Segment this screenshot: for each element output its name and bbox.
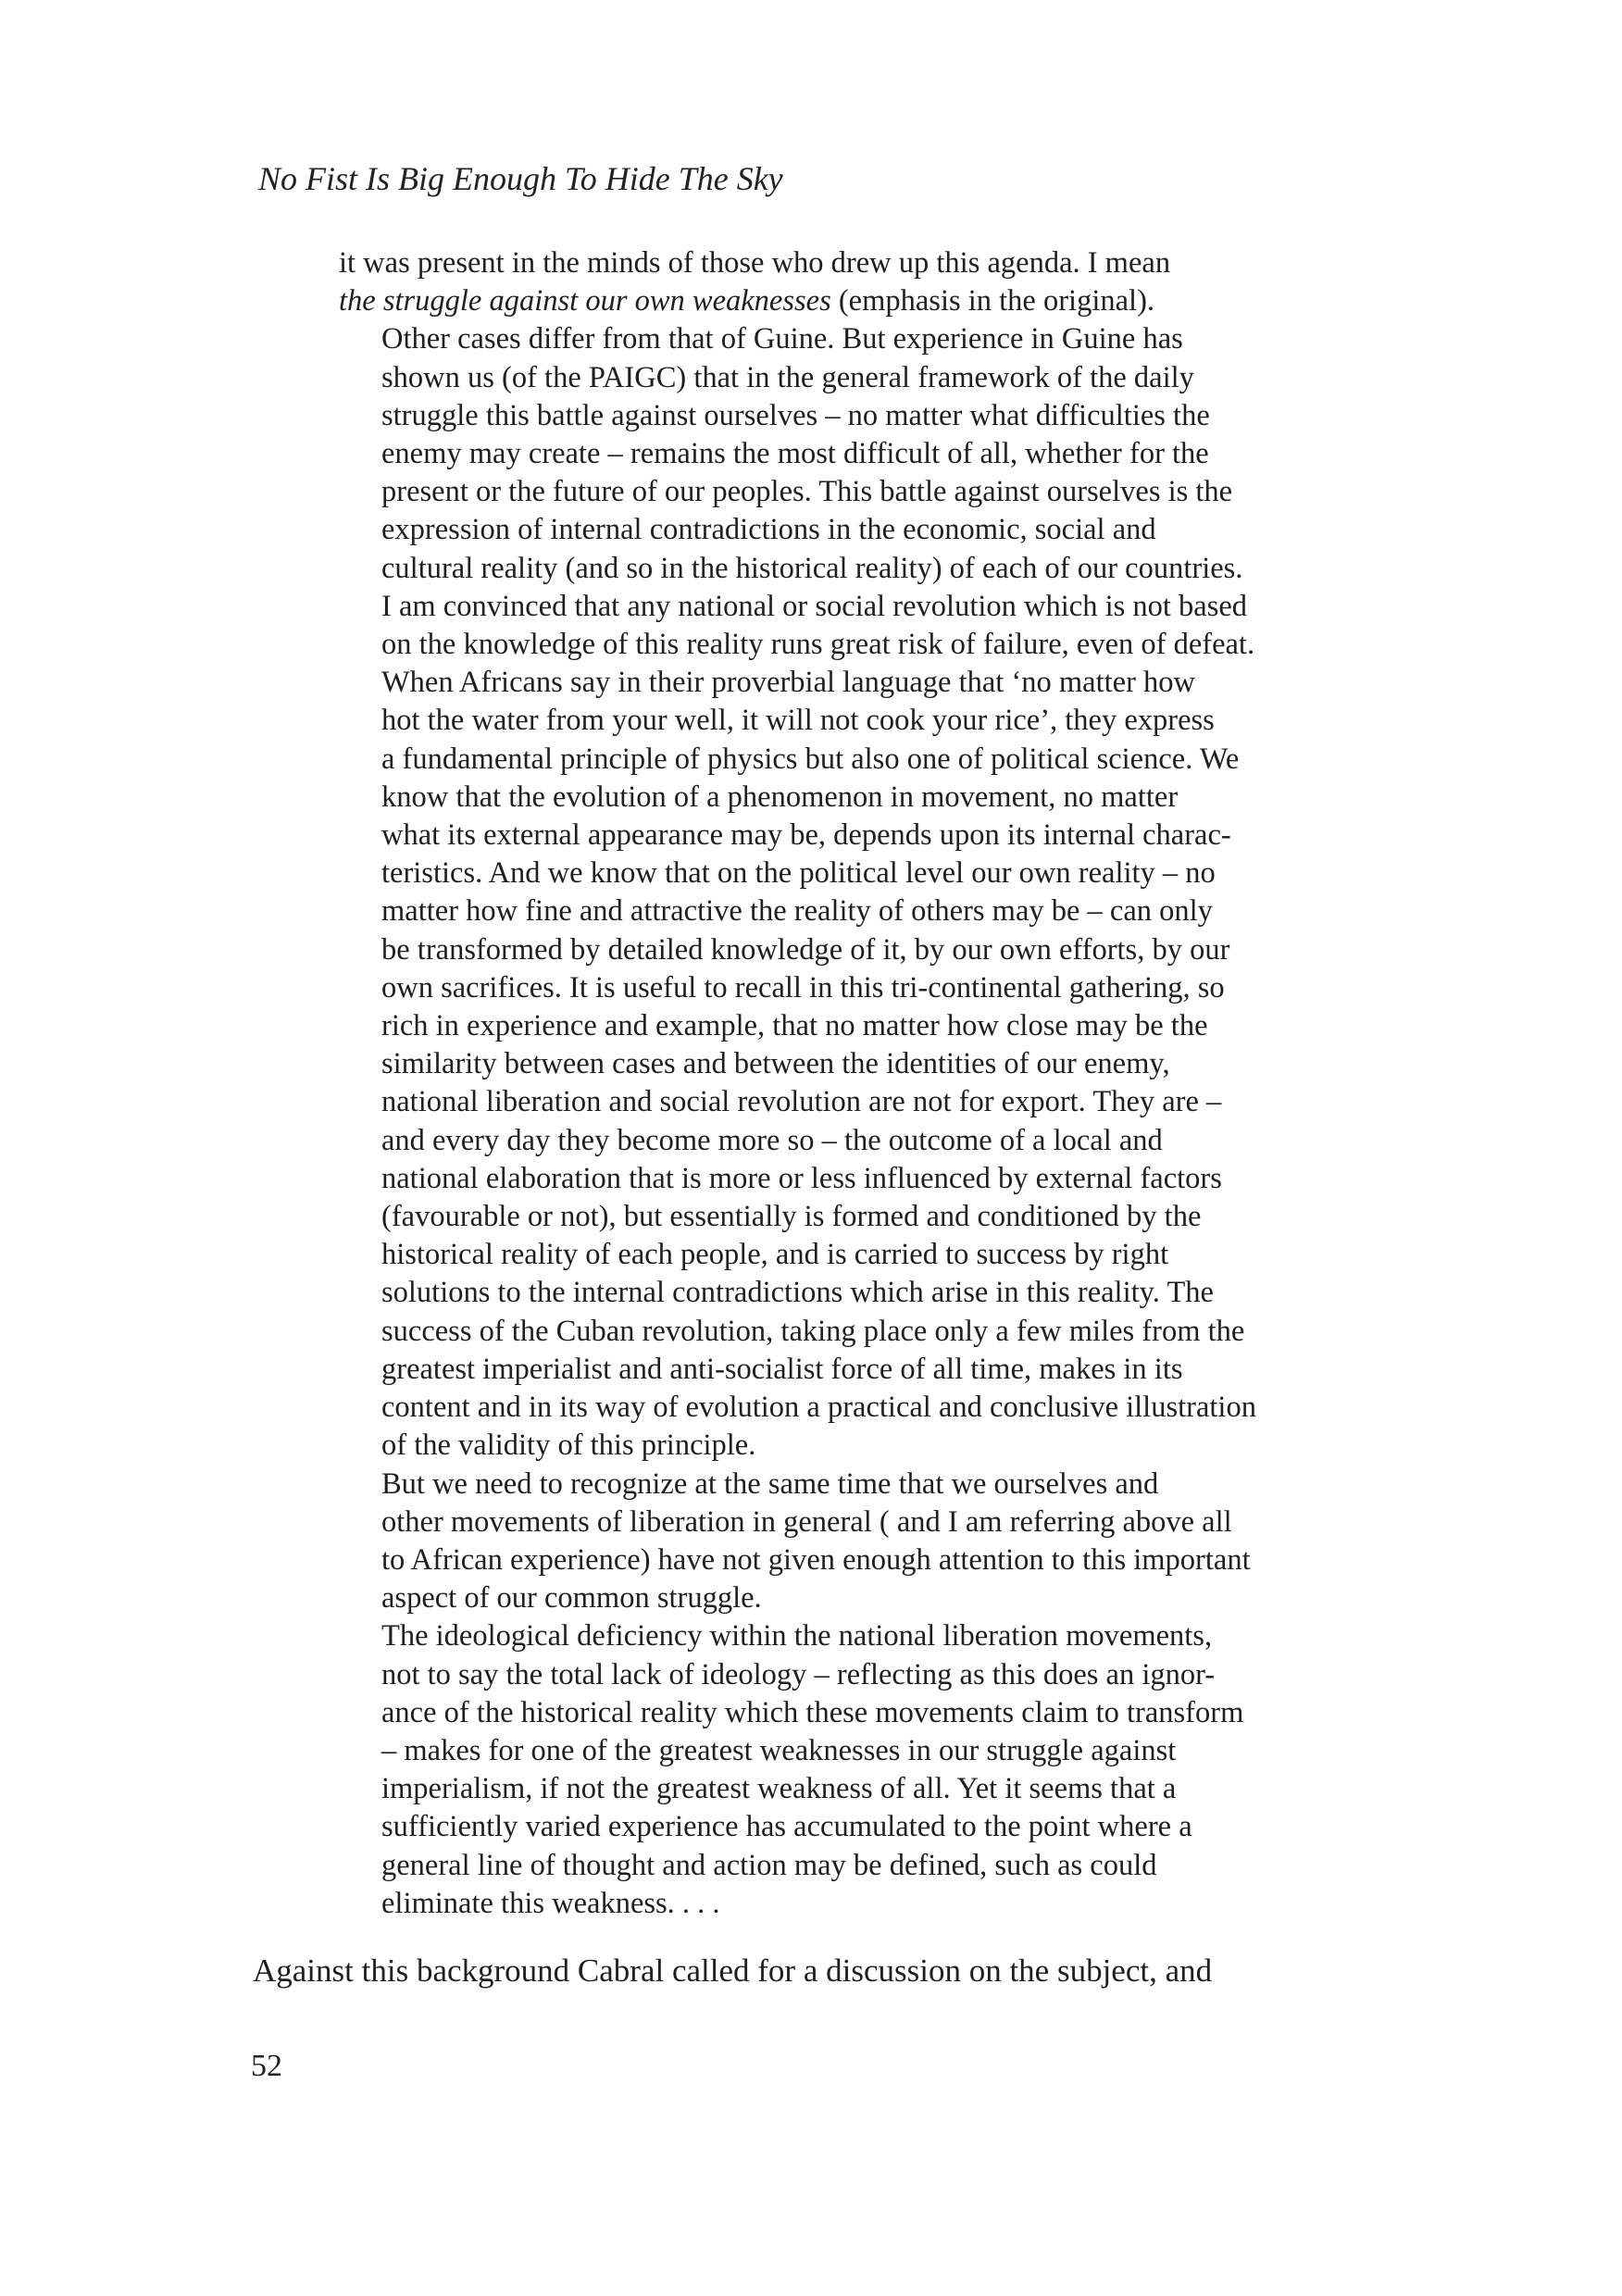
text-line <box>339 1617 1385 1655</box>
text-line <box>339 1466 1385 1504</box>
line-text: and every day they become more so – the outcome of a local and <box>381 1123 1163 1157</box>
line-text: sufficiently varied experience has accumulated to the point where a <box>381 1810 1192 1844</box>
text-line <box>339 1313 1385 1351</box>
text-line <box>339 1885 1385 1923</box>
line-text: cultural reality (and so in the historical reality) of each of our countries. <box>381 551 1243 585</box>
line-text: general line of thought and action may be defined, such as could <box>381 1848 1157 1882</box>
text-line <box>339 779 1385 817</box>
line-text: on the knowledge of this reality runs great risk of failure, even of defeat. <box>381 628 1255 662</box>
text-line <box>339 435 1385 473</box>
line-text: aspect of our common struggle. <box>381 1581 762 1616</box>
quote-paragraph <box>339 320 1385 664</box>
line-text: own sacrifices. It is useful to recall in this tri-continental gathering, so <box>381 970 1225 1004</box>
text-line <box>339 1389 1385 1427</box>
line-text: struggle this battle against ourselves – no matter what difficulties the <box>381 398 1210 432</box>
line-text: a fundamental principle of physics but also one of political science. We <box>381 742 1240 776</box>
block-quote <box>339 244 1385 1923</box>
text-line <box>339 1656 1385 1694</box>
line-text: national elaboration that is more or less influenced by external factors <box>381 1161 1222 1195</box>
body-paragraph: Against this background Cabral called for a discussion on the subject, and <box>253 1952 1213 1989</box>
line-text: When Africans say in their proverbial language that ‘no matter how <box>381 666 1196 700</box>
text-line <box>339 1770 1385 1808</box>
running-head: No Fist Is Big Enough To Hide The Sky <box>258 160 783 197</box>
line-text: expression of internal contradictions in the economic, social and <box>381 513 1156 547</box>
text-line <box>339 588 1385 626</box>
line-text: historical reality of each people, and is carried to success by right <box>381 1238 1169 1272</box>
page-number: 52 <box>251 2048 282 2083</box>
line-text: teristics. And we know that on the political level our own reality – no <box>381 856 1216 891</box>
line-text: I am convinced that any national or social revolution which is not based <box>381 589 1248 623</box>
text-line <box>339 1351 1385 1389</box>
line-text: eliminate this weakness. . . . <box>381 1886 720 1920</box>
line-text: be transformed by detailed knowledge of it, by our own efforts, by our <box>381 932 1230 967</box>
text-line <box>339 1808 1385 1846</box>
text-line <box>339 1579 1385 1617</box>
text-line <box>339 359 1385 397</box>
text-line <box>339 817 1385 855</box>
text-line <box>339 702 1385 740</box>
line-text: But we need to recognize at the same time that we ourselves and <box>381 1466 1159 1501</box>
quote-paragraph <box>339 244 1385 320</box>
line-text: solutions to the internal contradictions which arise in this reality. The <box>381 1276 1214 1310</box>
line-text: The ideological deficiency within the national liberation movements, <box>381 1619 1213 1653</box>
text-line <box>339 1007 1385 1045</box>
line-text: hot the water from your well, it will not cook your rice’, they express <box>381 704 1215 738</box>
text-line <box>339 550 1385 588</box>
text-line <box>339 1847 1385 1885</box>
text-line <box>339 626 1385 664</box>
line-text: know that the evolution of a phenomenon in movement, no matter <box>381 780 1179 814</box>
text-line <box>339 741 1385 779</box>
text-line <box>339 931 1385 969</box>
line-text: – makes for one of the greatest weaknesses in our struggle against <box>381 1733 1177 1767</box>
line-text: imperialism, if not the greatest weakness of all. Yet it seems that a <box>381 1772 1177 1806</box>
line-text: Other cases differ from that of Guine. But experience in Guine has <box>381 322 1183 356</box>
text-line <box>339 282 1385 320</box>
text-line <box>339 1732 1385 1770</box>
text-line <box>339 320 1385 358</box>
emphasized-text: the struggle against our own weaknesses <box>339 284 831 318</box>
line-text: it was present in the minds of those who drew up this agenda. I mean <box>339 246 1171 280</box>
line-text: to African experience) have not given enough attention to this important <box>381 1542 1251 1577</box>
text-line <box>339 855 1385 892</box>
text-line <box>339 1274 1385 1312</box>
line-text: matter how fine and attractive the reality of others may be – can only <box>381 894 1213 929</box>
text-line <box>339 1083 1385 1121</box>
line-text: present or the future of our peoples. This battle against ourselves is the <box>381 475 1233 509</box>
line-text: of the validity of this principle. <box>381 1429 756 1463</box>
text-line <box>339 1160 1385 1198</box>
line-text: what its external appearance may be, depends upon its internal charac- <box>381 818 1231 853</box>
text-line <box>339 1236 1385 1274</box>
text-line <box>339 397 1385 435</box>
line-text: similarity between cases and between the identities of our enemy, <box>381 1047 1170 1081</box>
line-text: greatest imperialist and anti-socialist force of all time, makes in its <box>381 1352 1183 1386</box>
line-text: (favourable or not), but essentially is formed and conditioned by the <box>381 1200 1202 1234</box>
text-line <box>339 1122 1385 1160</box>
text-line <box>339 664 1385 702</box>
line-text: ance of the historical reality which these movements claim to transform <box>381 1695 1244 1729</box>
text-line <box>339 1504 1385 1541</box>
line-text: (emphasis in the original). <box>830 284 1155 318</box>
text-line <box>339 1045 1385 1083</box>
quote-paragraph <box>339 1617 1385 1923</box>
text-line <box>339 473 1385 511</box>
line-text: other movements of liberation in general ( and I am referring above all <box>381 1504 1232 1539</box>
text-line <box>339 1427 1385 1465</box>
text-line <box>339 969 1385 1007</box>
line-text: rich in experience and example, that no matter how close may be the <box>381 1009 1208 1043</box>
quote-paragraph <box>339 1466 1385 1618</box>
text-line <box>339 1541 1385 1579</box>
quote-paragraph <box>339 664 1385 1465</box>
text-line <box>339 244 1385 282</box>
line-text: content and in its way of evolution a practical and conclusive illustration <box>381 1391 1256 1425</box>
text-line <box>339 511 1385 549</box>
text-line <box>339 1694 1385 1732</box>
line-text: success of the Cuban revolution, taking place only a few miles from the <box>381 1314 1245 1348</box>
text-line <box>339 1198 1385 1236</box>
line-text: not to say the total lack of ideology – reflecting as this does an ignor- <box>381 1657 1216 1691</box>
line-text: shown us (of the PAIGC) that in the general framework of the daily <box>381 360 1194 394</box>
line-text: enemy may create – remains the most difficult of all, whether for the <box>381 437 1209 471</box>
line-text: national liberation and social revolution are not for export. They are – <box>381 1085 1222 1119</box>
text-line <box>339 892 1385 930</box>
